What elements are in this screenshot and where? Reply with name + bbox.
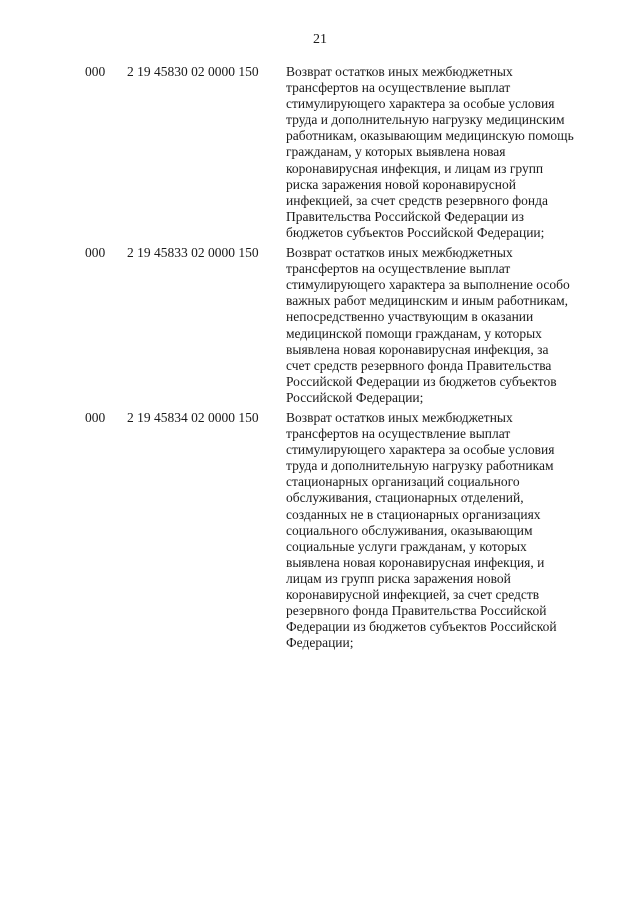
description-line: стимулирующего характера за особые условия: [286, 442, 555, 458]
description-line: Федерации из бюджетов субъектов Российской: [286, 619, 557, 635]
description-line: важных работ медицинским и иным работникам,: [286, 293, 569, 309]
description-line: Возврат остатков иных межбюджетных: [286, 409, 513, 425]
description-line: счет средств резервного фонда Правительства: [286, 357, 552, 373]
page-number: 21: [313, 32, 327, 47]
description-line: обслуживания, стационарных отделений,: [286, 490, 524, 506]
description-line: инфекцией, за счет средств резервного фонда: [286, 192, 548, 208]
admin-code: 000: [85, 409, 106, 425]
description-line: лицам из групп риска заражения новой: [286, 570, 511, 586]
description-line: Российской Федерации;: [286, 389, 424, 405]
description-line: трансфертов на осуществление выплат: [286, 80, 511, 96]
description-line: Возврат остатков иных межбюджетных: [286, 64, 513, 79]
budget-classification-code: 2 19 45834 02 0000 150: [127, 409, 259, 425]
description-line: стимулирующего характера за выполнение особо: [286, 277, 570, 293]
row-description: [286, 408, 574, 651]
description-line: медицинской помощи гражданам, у которых: [286, 325, 542, 341]
description-line: коронавирусная инфекция, и лицам из групп: [286, 160, 544, 176]
admin-code: 000: [85, 245, 106, 261]
description-line: работникам, оказывающим медицинскую помощь: [286, 128, 574, 144]
description-line: выявлена новая коронавирусная инфекция, и: [286, 554, 545, 570]
budget-classification-code: 2 19 45830 02 0000 150: [127, 64, 259, 79]
description-line: труда и дополнительную нагрузку работникам: [286, 458, 554, 474]
description-line: созданных не в стационарных организациях: [286, 506, 541, 522]
description-line: Российской Федерации из бюджетов субъектов: [286, 373, 557, 389]
table-row: [85, 408, 605, 651]
description-line: стационарных организаций социального: [286, 474, 520, 490]
row-description: [286, 243, 574, 406]
description-line: непосредственно участвующим в оказании: [286, 309, 534, 325]
budget-code-table: [85, 62, 605, 651]
description-line: выявлена новая коронавирусная инфекция, за: [286, 341, 549, 357]
description-line: Возврат остатков иных межбюджетных: [286, 245, 513, 261]
description-line: риска заражения новой коронавирусной: [286, 176, 516, 192]
admin-code: 000: [85, 64, 106, 79]
description-line: резервного фонда Правительства Российской: [286, 603, 547, 619]
table-row: [85, 243, 605, 406]
description-line: социальные услуги гражданам, у которых: [286, 538, 527, 554]
description-line: трансфертов на осуществление выплат: [286, 261, 511, 277]
budget-classification-code: 2 19 45833 02 0000 150: [127, 245, 259, 261]
description-line: гражданам, у которых выявлена новая: [286, 144, 506, 160]
description-line: социального обслуживания, оказывающим: [286, 522, 533, 538]
description-line: стимулирующего характера за особые условия: [286, 96, 555, 112]
description-line: Правительства Российской Федерации из: [286, 208, 524, 224]
table-row: [85, 62, 605, 241]
description-line: Федерации;: [286, 635, 354, 651]
description-line: трансфертов на осуществление выплат: [286, 426, 511, 442]
description-line: коронавирусной инфекцией, за счет средств: [286, 587, 540, 602]
description-line: бюджетов субъектов Российской Федерации;: [286, 224, 545, 240]
description-line: труда и дополнительную нагрузку медицинским: [286, 112, 565, 128]
row-description: [286, 62, 574, 241]
